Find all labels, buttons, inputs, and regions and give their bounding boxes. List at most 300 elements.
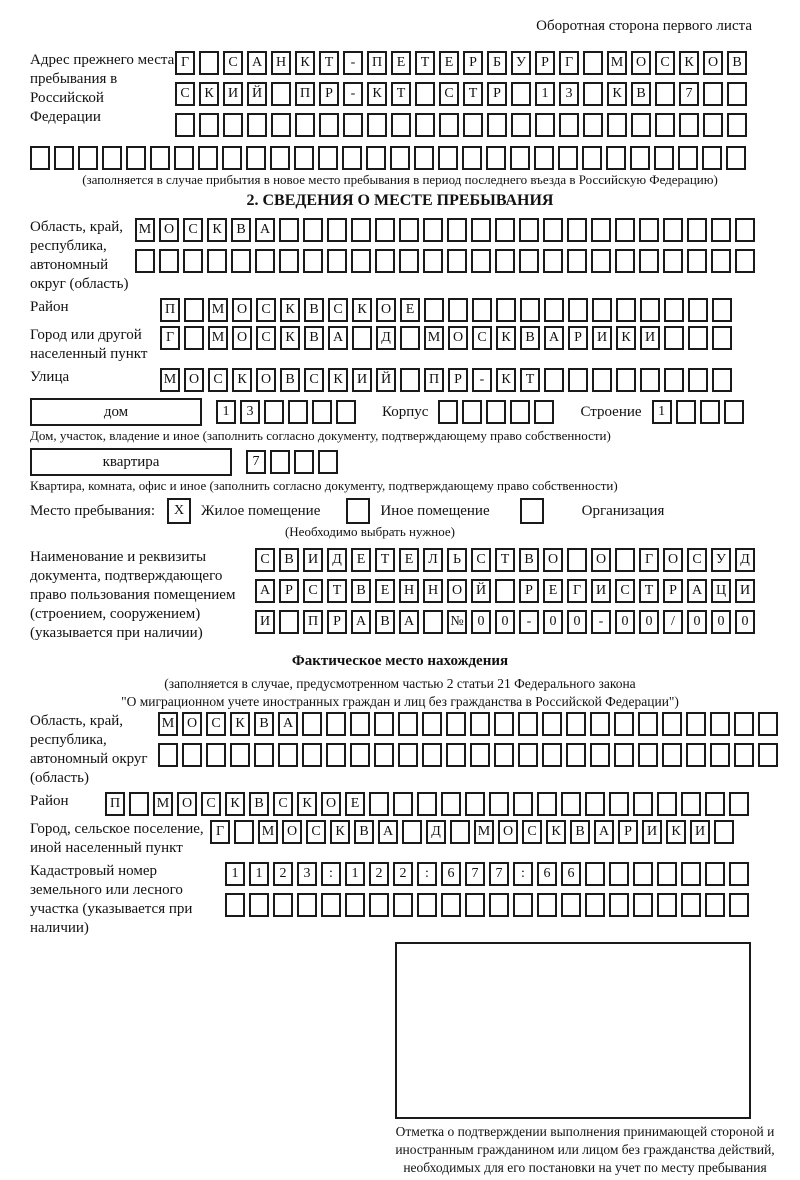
char-cell[interactable]	[615, 548, 635, 572]
char-cell[interactable]	[615, 249, 635, 273]
char-cell[interactable]	[591, 218, 611, 242]
char-cell[interactable]	[583, 82, 603, 106]
char-cell[interactable]	[318, 450, 338, 474]
char-cell[interactable]	[568, 298, 588, 322]
char-cell[interactable]	[544, 298, 564, 322]
char-cell[interactable]: К	[295, 51, 315, 75]
char-cell[interactable]: П	[367, 51, 387, 75]
char-cell[interactable]: С	[687, 548, 707, 572]
char-cell[interactable]	[174, 146, 194, 170]
char-cell[interactable]: 0	[687, 610, 707, 634]
char-cell[interactable]: :	[417, 862, 437, 886]
char-cell[interactable]: И	[592, 326, 612, 350]
char-cell[interactable]: О	[232, 326, 252, 350]
char-cell[interactable]	[158, 743, 178, 767]
char-cell[interactable]: У	[711, 548, 731, 572]
char-cell[interactable]	[129, 792, 149, 816]
char-cell[interactable]	[391, 113, 411, 137]
char-cell[interactable]	[688, 326, 708, 350]
char-cell[interactable]: 7	[465, 862, 485, 886]
char-cell[interactable]	[567, 218, 587, 242]
char-cell[interactable]: :	[321, 862, 341, 886]
char-cell[interactable]	[664, 368, 684, 392]
char-cell[interactable]: А	[687, 579, 707, 603]
char-cell[interactable]	[561, 893, 581, 917]
char-cell[interactable]	[609, 792, 629, 816]
char-cell[interactable]: -	[343, 82, 363, 106]
char-cell[interactable]: И	[642, 820, 662, 844]
char-cell[interactable]	[630, 146, 650, 170]
char-cell[interactable]: Р	[448, 368, 468, 392]
char-cell[interactable]	[489, 792, 509, 816]
char-cell[interactable]	[222, 146, 242, 170]
char-cell[interactable]	[592, 298, 612, 322]
char-cell[interactable]: И	[735, 579, 755, 603]
char-cell[interactable]: -	[591, 610, 611, 634]
char-cell[interactable]	[534, 146, 554, 170]
char-cell[interactable]	[393, 893, 413, 917]
char-cell[interactable]	[518, 743, 538, 767]
char-cell[interactable]: В	[375, 610, 395, 634]
char-cell[interactable]: Р	[319, 82, 339, 106]
char-cell[interactable]	[735, 218, 755, 242]
char-cell[interactable]	[463, 113, 483, 137]
char-cell[interactable]	[678, 146, 698, 170]
char-cell[interactable]	[640, 298, 660, 322]
char-cell[interactable]	[441, 893, 461, 917]
char-cell[interactable]	[350, 712, 370, 736]
char-cell[interactable]: Е	[345, 792, 365, 816]
char-cell[interactable]	[471, 218, 491, 242]
char-cell[interactable]	[558, 146, 578, 170]
char-cell[interactable]	[496, 298, 516, 322]
char-cell[interactable]	[711, 218, 731, 242]
char-cell[interactable]	[207, 249, 227, 273]
char-cell[interactable]	[712, 326, 732, 350]
char-cell[interactable]	[495, 579, 515, 603]
char-cell[interactable]: 6	[561, 862, 581, 886]
char-cell[interactable]	[327, 218, 347, 242]
char-cell[interactable]: 2	[393, 862, 413, 886]
char-cell[interactable]: С	[183, 218, 203, 242]
char-cell[interactable]: Р	[463, 51, 483, 75]
char-cell[interactable]	[487, 113, 507, 137]
char-cell[interactable]: К	[496, 326, 516, 350]
char-cell[interactable]: С	[255, 548, 275, 572]
char-cell[interactable]: М	[474, 820, 494, 844]
char-cell[interactable]: К	[199, 82, 219, 106]
char-cell[interactable]	[393, 792, 413, 816]
char-cell[interactable]	[734, 712, 754, 736]
char-cell[interactable]: К	[352, 298, 372, 322]
char-cell[interactable]	[423, 610, 443, 634]
char-cell[interactable]	[542, 743, 562, 767]
char-cell[interactable]: Й	[247, 82, 267, 106]
char-cell[interactable]	[633, 862, 653, 886]
char-cell[interactable]	[513, 792, 533, 816]
char-cell[interactable]	[439, 113, 459, 137]
char-cell[interactable]: 1	[345, 862, 365, 886]
char-cell[interactable]	[535, 113, 555, 137]
char-cell[interactable]: Г	[210, 820, 230, 844]
char-cell[interactable]: 1	[225, 862, 245, 886]
char-cell[interactable]	[712, 298, 732, 322]
char-cell[interactable]	[534, 400, 554, 424]
char-cell[interactable]	[225, 893, 245, 917]
char-cell[interactable]	[271, 113, 291, 137]
char-cell[interactable]	[398, 712, 418, 736]
char-cell[interactable]: А	[544, 326, 564, 350]
char-cell[interactable]: С	[256, 326, 276, 350]
char-cell[interactable]: Е	[543, 579, 563, 603]
char-cell[interactable]: О	[498, 820, 518, 844]
char-cell[interactable]	[519, 249, 539, 273]
checkbox-other-premises[interactable]	[346, 498, 370, 524]
char-cell[interactable]	[278, 743, 298, 767]
char-cell[interactable]: А	[255, 579, 275, 603]
char-cell[interactable]: Д	[376, 326, 396, 350]
char-cell[interactable]	[679, 113, 699, 137]
char-cell[interactable]: 0	[711, 610, 731, 634]
char-cell[interactable]: 0	[567, 610, 587, 634]
char-cell[interactable]: Р	[279, 579, 299, 603]
char-cell[interactable]	[686, 743, 706, 767]
char-cell[interactable]: В	[520, 326, 540, 350]
char-cell[interactable]: Р	[618, 820, 638, 844]
char-cell[interactable]	[705, 862, 725, 886]
char-cell[interactable]	[518, 712, 538, 736]
char-cell[interactable]: К	[232, 368, 252, 392]
char-cell[interactable]	[583, 51, 603, 75]
char-cell[interactable]: В	[727, 51, 747, 75]
char-cell[interactable]: К	[280, 298, 300, 322]
char-cell[interactable]: О	[182, 712, 202, 736]
char-cell[interactable]: Н	[423, 579, 443, 603]
char-cell[interactable]: В	[519, 548, 539, 572]
char-cell[interactable]	[711, 249, 731, 273]
char-cell[interactable]: А	[351, 610, 371, 634]
char-cell[interactable]	[230, 743, 250, 767]
char-cell[interactable]: 3	[297, 862, 317, 886]
char-cell[interactable]: Б	[487, 51, 507, 75]
char-cell[interactable]	[135, 249, 155, 273]
char-cell[interactable]	[729, 792, 749, 816]
char-cell[interactable]: П	[295, 82, 315, 106]
char-cell[interactable]	[199, 51, 219, 75]
char-cell[interactable]	[655, 113, 675, 137]
char-cell[interactable]	[366, 146, 386, 170]
char-cell[interactable]: Ь	[447, 548, 467, 572]
char-cell[interactable]	[400, 368, 420, 392]
char-cell[interactable]: А	[328, 326, 348, 350]
char-cell[interactable]	[543, 218, 563, 242]
char-cell[interactable]	[246, 146, 266, 170]
char-cell[interactable]: Г	[160, 326, 180, 350]
char-cell[interactable]: В	[280, 368, 300, 392]
char-cell[interactable]	[676, 400, 696, 424]
char-cell[interactable]: С	[256, 298, 276, 322]
char-cell[interactable]: С	[328, 298, 348, 322]
char-cell[interactable]: 1	[216, 400, 236, 424]
char-cell[interactable]	[150, 146, 170, 170]
char-cell[interactable]: 0	[639, 610, 659, 634]
char-cell[interactable]	[633, 893, 653, 917]
char-cell[interactable]: О	[448, 326, 468, 350]
char-cell[interactable]: 7	[489, 862, 509, 886]
char-cell[interactable]	[639, 218, 659, 242]
char-cell[interactable]: Д	[735, 548, 755, 572]
char-cell[interactable]	[592, 368, 612, 392]
char-cell[interactable]: В	[304, 298, 324, 322]
char-cell[interactable]: О	[543, 548, 563, 572]
char-cell[interactable]	[686, 712, 706, 736]
char-cell[interactable]: И	[223, 82, 243, 106]
char-cell[interactable]: А	[594, 820, 614, 844]
char-cell[interactable]	[700, 400, 720, 424]
char-cell[interactable]: К	[546, 820, 566, 844]
char-cell[interactable]: Р	[519, 579, 539, 603]
char-cell[interactable]	[126, 146, 146, 170]
char-cell[interactable]: Г	[559, 51, 579, 75]
char-cell[interactable]	[321, 893, 341, 917]
char-cell[interactable]: В	[279, 548, 299, 572]
char-cell[interactable]	[270, 450, 290, 474]
char-cell[interactable]: К	[280, 326, 300, 350]
char-cell[interactable]: С	[303, 579, 323, 603]
char-cell[interactable]	[422, 712, 442, 736]
char-cell[interactable]: П	[303, 610, 323, 634]
char-cell[interactable]	[234, 820, 254, 844]
char-cell[interactable]	[465, 893, 485, 917]
char-cell[interactable]	[54, 146, 74, 170]
char-cell[interactable]: Т	[415, 51, 435, 75]
char-cell[interactable]: К	[207, 218, 227, 242]
char-cell[interactable]	[326, 712, 346, 736]
char-cell[interactable]: О	[321, 792, 341, 816]
char-cell[interactable]	[495, 249, 515, 273]
char-cell[interactable]	[175, 113, 195, 137]
char-cell[interactable]	[345, 893, 365, 917]
char-cell[interactable]: В	[354, 820, 374, 844]
char-cell[interactable]: Г	[567, 579, 587, 603]
char-cell[interactable]	[703, 113, 723, 137]
char-cell[interactable]	[616, 368, 636, 392]
char-cell[interactable]	[712, 368, 732, 392]
char-cell[interactable]: И	[303, 548, 323, 572]
char-cell[interactable]: П	[424, 368, 444, 392]
char-cell[interactable]	[303, 249, 323, 273]
char-cell[interactable]	[688, 298, 708, 322]
char-cell[interactable]	[417, 792, 437, 816]
char-cell[interactable]: К	[297, 792, 317, 816]
char-cell[interactable]: Р	[568, 326, 588, 350]
char-cell[interactable]	[614, 712, 634, 736]
char-cell[interactable]	[471, 249, 491, 273]
char-cell[interactable]	[302, 712, 322, 736]
char-cell[interactable]: Т	[463, 82, 483, 106]
char-cell[interactable]	[247, 113, 267, 137]
char-cell[interactable]: В	[254, 712, 274, 736]
char-cell[interactable]: О	[631, 51, 651, 75]
char-cell[interactable]: У	[511, 51, 531, 75]
char-cell[interactable]	[294, 146, 314, 170]
char-cell[interactable]	[279, 610, 299, 634]
char-cell[interactable]	[585, 862, 605, 886]
char-cell[interactable]	[657, 893, 677, 917]
char-cell[interactable]: Т	[375, 548, 395, 572]
char-cell[interactable]	[710, 743, 730, 767]
char-cell[interactable]: 7	[246, 450, 266, 474]
char-cell[interactable]	[374, 743, 394, 767]
char-cell[interactable]	[640, 368, 660, 392]
char-cell[interactable]: Н	[399, 579, 419, 603]
char-cell[interactable]	[729, 862, 749, 886]
char-cell[interactable]	[375, 218, 395, 242]
char-cell[interactable]	[714, 820, 734, 844]
char-cell[interactable]: С	[208, 368, 228, 392]
char-cell[interactable]	[102, 146, 122, 170]
char-cell[interactable]	[638, 743, 658, 767]
char-cell[interactable]	[511, 82, 531, 106]
char-cell[interactable]	[662, 712, 682, 736]
checkbox-organization[interactable]	[520, 498, 544, 524]
char-cell[interactable]	[295, 113, 315, 137]
char-cell[interactable]: 1	[652, 400, 672, 424]
char-cell[interactable]: К	[367, 82, 387, 106]
char-cell[interactable]	[279, 249, 299, 273]
char-cell[interactable]	[465, 792, 485, 816]
char-cell[interactable]: -	[343, 51, 363, 75]
char-cell[interactable]: В	[351, 579, 371, 603]
char-cell[interactable]	[724, 400, 744, 424]
char-cell[interactable]	[438, 146, 458, 170]
char-cell[interactable]	[734, 743, 754, 767]
char-cell[interactable]	[664, 326, 684, 350]
char-cell[interactable]	[30, 146, 50, 170]
char-cell[interactable]: 0	[615, 610, 635, 634]
char-cell[interactable]	[446, 712, 466, 736]
char-cell[interactable]	[294, 450, 314, 474]
char-cell[interactable]	[441, 792, 461, 816]
char-cell[interactable]: А	[399, 610, 419, 634]
char-cell[interactable]: И	[591, 579, 611, 603]
char-cell[interactable]: Т	[319, 51, 339, 75]
char-cell[interactable]	[664, 298, 684, 322]
char-cell[interactable]	[398, 743, 418, 767]
char-cell[interactable]	[369, 893, 389, 917]
char-cell[interactable]	[182, 743, 202, 767]
char-cell[interactable]	[184, 326, 204, 350]
char-cell[interactable]: И	[640, 326, 660, 350]
char-cell[interactable]	[198, 146, 218, 170]
char-cell[interactable]: 6	[441, 862, 461, 886]
char-cell[interactable]	[520, 298, 540, 322]
char-cell[interactable]: 2	[369, 862, 389, 886]
char-cell[interactable]	[312, 400, 332, 424]
char-cell[interactable]: Р	[535, 51, 555, 75]
apartment-type-box[interactable]: квартира	[30, 448, 232, 476]
char-cell[interactable]	[374, 712, 394, 736]
char-cell[interactable]: 3	[559, 82, 579, 106]
char-cell[interactable]: О	[232, 298, 252, 322]
char-cell[interactable]: С	[304, 368, 324, 392]
char-cell[interactable]: И	[690, 820, 710, 844]
char-cell[interactable]	[519, 218, 539, 242]
char-cell[interactable]	[726, 146, 746, 170]
char-cell[interactable]	[687, 218, 707, 242]
char-cell[interactable]	[633, 792, 653, 816]
char-cell[interactable]: К	[328, 368, 348, 392]
char-cell[interactable]: 2	[273, 862, 293, 886]
char-cell[interactable]	[369, 792, 389, 816]
char-cell[interactable]	[663, 249, 683, 273]
char-cell[interactable]: 0	[735, 610, 755, 634]
char-cell[interactable]	[448, 298, 468, 322]
char-cell[interactable]	[729, 893, 749, 917]
char-cell[interactable]	[568, 368, 588, 392]
char-cell[interactable]	[254, 743, 274, 767]
char-cell[interactable]: П	[105, 792, 125, 816]
char-cell[interactable]: Й	[376, 368, 396, 392]
char-cell[interactable]: Е	[399, 548, 419, 572]
char-cell[interactable]	[336, 400, 356, 424]
char-cell[interactable]	[318, 146, 338, 170]
char-cell[interactable]	[702, 146, 722, 170]
char-cell[interactable]	[727, 82, 747, 106]
char-cell[interactable]: Н	[271, 51, 291, 75]
char-cell[interactable]	[450, 820, 470, 844]
char-cell[interactable]: О	[159, 218, 179, 242]
char-cell[interactable]: О	[663, 548, 683, 572]
char-cell[interactable]: 0	[495, 610, 515, 634]
char-cell[interactable]	[414, 146, 434, 170]
char-cell[interactable]	[327, 249, 347, 273]
char-cell[interactable]	[703, 82, 723, 106]
char-cell[interactable]: С	[472, 326, 492, 350]
char-cell[interactable]	[566, 743, 586, 767]
char-cell[interactable]	[184, 298, 204, 322]
char-cell[interactable]	[638, 712, 658, 736]
char-cell[interactable]: №	[447, 610, 467, 634]
char-cell[interactable]	[758, 743, 778, 767]
char-cell[interactable]: -	[472, 368, 492, 392]
char-cell[interactable]: И	[352, 368, 372, 392]
char-cell[interactable]	[422, 743, 442, 767]
char-cell[interactable]	[399, 218, 419, 242]
char-cell[interactable]	[614, 743, 634, 767]
char-cell[interactable]	[590, 743, 610, 767]
char-cell[interactable]	[303, 218, 323, 242]
char-cell[interactable]: Г	[175, 51, 195, 75]
char-cell[interactable]: Р	[663, 579, 683, 603]
char-cell[interactable]: А	[378, 820, 398, 844]
char-cell[interactable]	[494, 712, 514, 736]
char-cell[interactable]	[609, 893, 629, 917]
char-cell[interactable]: К	[496, 368, 516, 392]
char-cell[interactable]	[495, 218, 515, 242]
char-cell[interactable]	[582, 146, 602, 170]
char-cell[interactable]: К	[225, 792, 245, 816]
char-cell[interactable]	[681, 893, 701, 917]
char-cell[interactable]: О	[447, 579, 467, 603]
char-cell[interactable]: С	[615, 579, 635, 603]
char-cell[interactable]	[351, 218, 371, 242]
char-cell[interactable]: 7	[679, 82, 699, 106]
char-cell[interactable]	[264, 400, 284, 424]
char-cell[interactable]: Й	[471, 579, 491, 603]
char-cell[interactable]: К	[616, 326, 636, 350]
char-cell[interactable]	[567, 249, 587, 273]
